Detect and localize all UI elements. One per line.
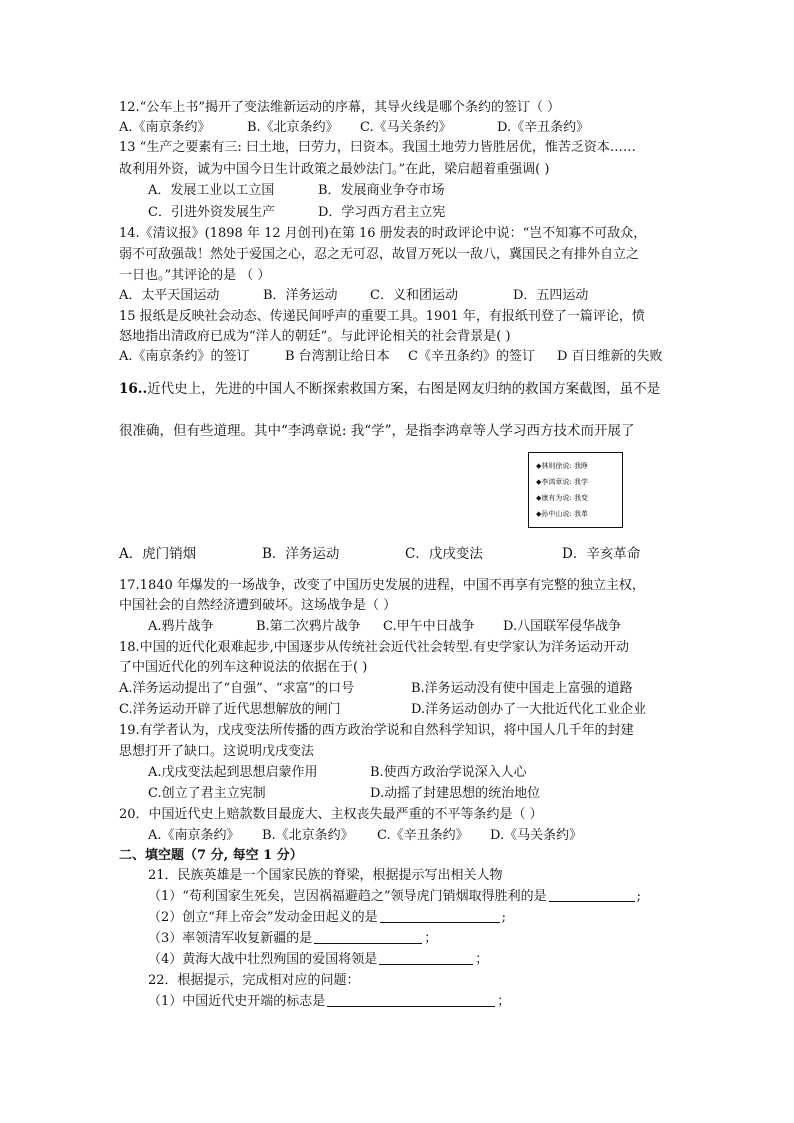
q14-line2: 弱不可敌强哉！然处于爱国之心，忍之无可忍，故冒万死以一敌八，冀国民之有排外自立之 (119, 247, 640, 262)
q18-line1: 18.中国的近代化艰难起步,中国逐步从传统社会近代社会转型.有史学家认为洋务运动开动 (119, 640, 629, 655)
q18-option-c: C.洋务运动开辟了近代思想解放的闸门 (119, 702, 341, 717)
q19-option-a: A.戊戌变法起到思想启蒙作用 (148, 765, 318, 780)
q21-item-4-blank[interactable] (379, 950, 473, 965)
q16-line2: 很准确，但有些道理。其中“李鸿章说: 我“学”，是指李鸿章等人学习西方技术而开展了 (119, 423, 635, 439)
q16-screenshot-image (528, 452, 623, 528)
q20-option-c: C.《辛丑条约》 (377, 828, 469, 843)
q16-image-row: ◆孙中山说: 我革 (536, 510, 588, 518)
q22-item-1-blank[interactable] (327, 992, 495, 1007)
q15-line2: 怒地指出清政府已成为“洋人的朝廷”。与此评论相关的社会背景是( ) (119, 329, 511, 344)
q19-option-d: D.动摇了封建思想的统治地位 (370, 786, 541, 801)
q14-option-a: A．太平天国运动 (119, 288, 220, 303)
q16-option-c: C．戊戌变法 (405, 546, 483, 562)
q15-line1: 15 报纸是反映社会动态、传递民间呼声的重要工具。1901 年，有报纸刊登了一篇评论，愤 (119, 309, 645, 324)
q16-option-b: B．洋务运动 (262, 546, 340, 562)
q15-option-c: C《辛丑条约》的签订 (408, 349, 535, 364)
q13-option-d: D．学习西方君主立宪 (318, 205, 446, 220)
q17-option-c: C.甲午中日战争 (383, 619, 475, 634)
q21-item-3-end: ； (424, 931, 438, 946)
q22-item-1 (148, 992, 510, 1012)
q21-item-2-text: （2）创立“拜上帝会”发动金田起义的是 (148, 910, 378, 925)
q20-stem: 20．中国近代史上赔款数目最庞大、主权丧失最严重的不平等条约是（ ） (119, 807, 543, 822)
q19-option-b: B.使西方政治学说深入人心 (370, 765, 527, 780)
q21-item-3-blank[interactable] (314, 929, 422, 944)
q13-line2: 故利用外资，诚为中国今日生计政策之最妙法门。”在此，梁启超着重强调( ) (119, 162, 550, 177)
q21-item-3 (148, 929, 437, 949)
q18-option-d: D.洋务运动创办了一大批近代化工业企业 (411, 702, 647, 717)
q21-item-4 (148, 950, 488, 970)
q19-option-c: C.创立了君主立宪制 (148, 786, 266, 801)
q21-item-3-text: （3）率领清军收复新疆的是 (148, 931, 313, 946)
q17-option-b: B.第二次鸦片战争 (256, 619, 361, 634)
q15-option-a: A.《南京条约》的签订 (119, 349, 250, 364)
section-2-title: 二、填空题（7 分, 每空 1 分） (119, 848, 303, 863)
q12-stem: 12.“公车上书”揭开了变法维新运动的序幕，其导火线是哪个条约的签订（ ） (119, 100, 561, 115)
q14-option-d: D．五四运动 (513, 288, 589, 303)
q16-option-d: D．辛亥革命 (562, 546, 641, 562)
q20-option-d: D.《马关条约》 (490, 828, 583, 843)
q21-item-2-end: ; (501, 910, 506, 925)
q21-item-2-blank[interactable] (380, 908, 500, 923)
q21-item-1-text: （1）“苟利国家生死矣，岂因祸福避趋之”领导虎门销烟取得胜利的是 (148, 889, 547, 904)
q18-option-a: A.洋务运动提出了“自强”、“求富”的口号 (119, 681, 355, 696)
q13-option-b: B．发展商业争夺市场 (318, 183, 445, 198)
q14-line3: 一日也。”其评论的是 （ ） (119, 268, 271, 283)
q17-line2: 中国社会的自然经济遭到破坏。这场战争是（ ） (119, 598, 397, 613)
q17-option-d: D.八国联军侵华战争 (503, 619, 622, 634)
q19-line2: 思想打开了缺口。这说明戊戌变法 (119, 744, 315, 759)
q21-item-1-blank[interactable] (549, 887, 635, 902)
q15-option-b: B 台湾割让给日本 (285, 349, 390, 364)
q21-stem: 21．民族英雄是一个国家民族的脊梁，根据提示写出相关人物 (148, 868, 503, 883)
q17-line1: 17.1840 年爆发的一场战争，改变了中国历史发展的进程，中国不再享有完整的独立主权， (119, 578, 645, 593)
q18-line2: 了中国近代化的列车这种说法的依据在于( ) (119, 660, 368, 675)
q12-option-c: C.《马关条约》 (360, 120, 452, 135)
q16-image-row: ◆康有为说: 我变 (536, 494, 588, 502)
q12-option-d: D.《辛丑条约》 (497, 120, 590, 135)
q20-option-b: B.《北京条约》 (262, 828, 354, 843)
q16-option-a: A．虎门销烟 (119, 546, 197, 562)
q16-image-row: ◆李鸿章说: 我学 (536, 478, 588, 486)
q17-option-a: A.鸦片战争 (148, 619, 214, 634)
q13-line1: 13 “生产之要素有三: 曰土地，曰劳力，曰资本。我国土地劳力皆胜居优，惟苦乏资本…… (119, 140, 636, 155)
q16-line1 (119, 379, 660, 399)
q13-option-c: C．引进外资发展生产 (148, 205, 275, 220)
q20-option-a: A.《南京条约》 (148, 828, 240, 843)
q22-item-1-text: （1）中国近代史开端的标志是 (148, 994, 326, 1009)
q15-option-d: D 百日维新的失败 (557, 349, 663, 364)
q21-item-4-text: （4）黄海大战中壮烈殉国的爱国将领是 (148, 952, 378, 967)
q21-item-2 (148, 908, 506, 928)
q12-option-a: A.《南京条约》 (119, 120, 211, 135)
q16-number: 16.. (119, 381, 148, 397)
q14-option-c: C．义和团运动 (370, 288, 458, 303)
q21-item-4-end: ； (475, 952, 489, 967)
q16-image-row: ◆林则徐说: 我睁 (536, 462, 588, 470)
q12-option-b: B.《北京条约》 (247, 120, 339, 135)
q22-stem: 22．根据提示，完成相对应的问题： (148, 973, 360, 988)
q18-option-b: B.洋务运动没有使中国走上富强的道路 (411, 681, 633, 696)
q14-option-b: B．洋务运动 (263, 288, 338, 303)
q14-line1: 14.《清议报》(1898 年 12 月创刊)在第 16 册发表的时政评论中说：“岂不知寡不可敌众， (119, 226, 647, 241)
q13-option-a: A．发展工业以工立国 (148, 183, 275, 198)
q19-line1: 19.有学者认为，戊戌变法所传播的西方政治学说和自然科学知识，将中国人几千年的封建 (119, 723, 634, 738)
q21-item-1-end: ; (636, 889, 641, 904)
q21-item-1 (148, 887, 641, 907)
q16-line1-text: 近代史上，先进的中国人不断探索救国方案，右图是网友归纳的救国方案截图，虽不是 (147, 381, 661, 397)
q22-item-1-end: ； (497, 994, 511, 1009)
